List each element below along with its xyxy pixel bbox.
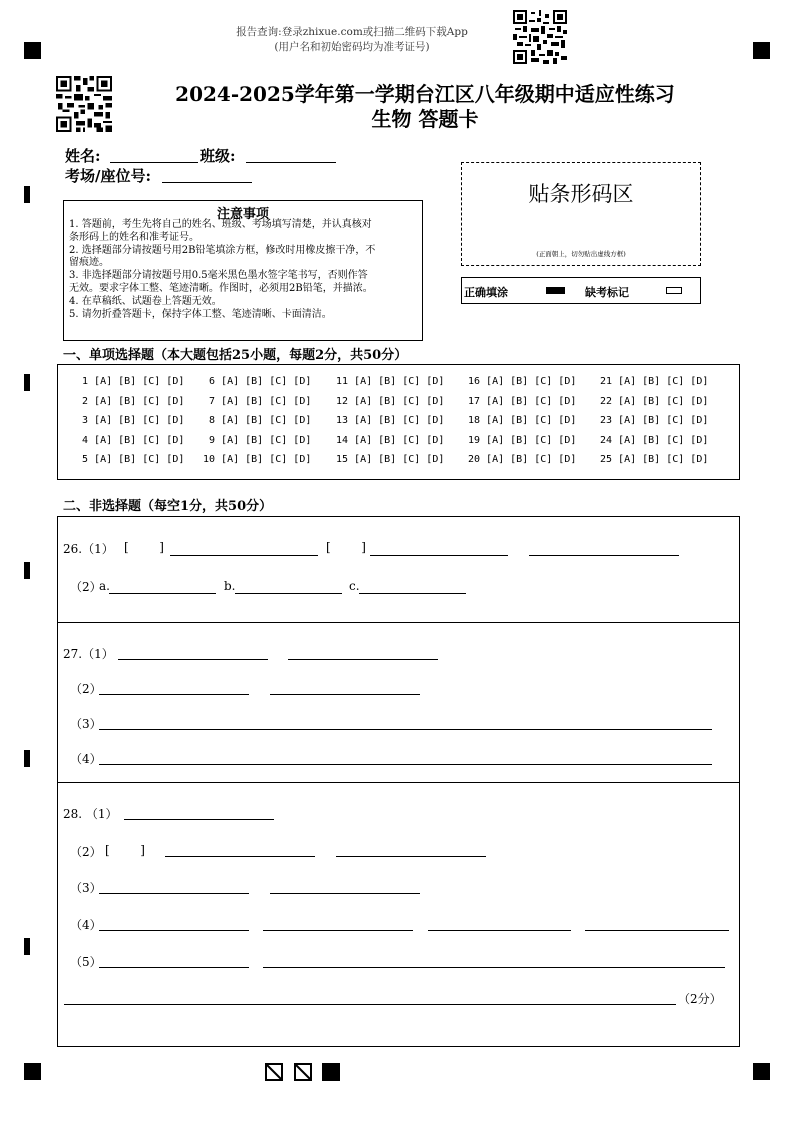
q27-part1-label: 27.（1） — [63, 647, 114, 661]
page-mark-slash-icon — [265, 1063, 283, 1085]
seat-label: 考场/座位号: — [65, 167, 152, 185]
choice-row[interactable]: 5 [A] [B] [C] [D] — [76, 454, 185, 465]
corner-mark-bottom-right — [753, 1063, 770, 1080]
answer-line[interactable] — [118, 659, 268, 660]
answer-line[interactable] — [529, 555, 679, 556]
answer-line[interactable] — [270, 893, 420, 894]
q28-part1-label: 28. （1） — [63, 807, 118, 821]
notice-line: 无效。要求字体工整、笔迹清晰。作图时，必须用2B铅笔，并描浓。 — [69, 282, 373, 294]
corner-mark-bottom-left — [24, 1063, 41, 1080]
choice-row[interactable]: 12 [A] [B] [C] [D] — [336, 395, 445, 407]
q26-a-label: a. — [99, 579, 110, 593]
answer-line[interactable] — [99, 729, 712, 730]
answer-line[interactable] — [370, 555, 508, 556]
q26-bracket[interactable]: [ ] — [124, 540, 164, 554]
answer-line[interactable] — [109, 593, 216, 594]
choice-row[interactable]: 10 [A] [B] [C] [D] — [203, 454, 312, 465]
choice-column — [336, 372, 444, 470]
exam-subject: 生物 答题卡 — [371, 107, 479, 131]
choice-row[interactable]: 24 [A] [B] [C] [D] — [600, 434, 709, 446]
answer-line[interactable] — [99, 967, 249, 968]
q28-score: （2分） — [678, 992, 722, 1006]
choice-row[interactable]: 22 [A] [B] [C] [D] — [600, 395, 709, 407]
choice-row[interactable]: 25 [A] [B] [C] [D] — [600, 454, 709, 465]
notice-line: 条形码上的姓名和准考证号。 — [69, 231, 199, 243]
login-note: (用户名和初始密码均为准考证号) — [274, 41, 430, 53]
q27-part2-label: （2） — [70, 682, 102, 696]
timing-mark — [24, 374, 30, 391]
answer-line[interactable] — [165, 856, 315, 857]
barcode-title: 贴条形码区 — [528, 182, 634, 206]
choice-row[interactable]: 20 [A] [B] [C] [D] — [468, 454, 577, 465]
choice-row[interactable]: 3 [A] [B] [C] [D] — [76, 415, 185, 426]
choice-row[interactable]: 18 [A] [B] [C] [D] — [468, 415, 577, 426]
answer-line[interactable] — [336, 856, 486, 857]
login-hint: 报告查询:登录zhixue.com或扫描二维码下载App — [236, 26, 468, 38]
notice-line: 留痕迹。 — [69, 257, 109, 269]
q28-part3-label: （3） — [70, 881, 102, 895]
choice-row[interactable]: 13 [A] [B] [C] [D] — [336, 415, 445, 426]
timing-mark — [24, 938, 30, 955]
q28-bracket[interactable]: [ ] — [105, 843, 145, 857]
choice-row[interactable]: 23 [A] [B] [C] [D] — [600, 415, 709, 426]
answer-line[interactable] — [99, 893, 249, 894]
choice-row[interactable]: 8 [A] [B] [C] [D] — [203, 415, 312, 426]
choice-row[interactable]: 11 [A] [B] [C] [D] — [336, 376, 445, 387]
app-qr-code[interactable] — [513, 10, 567, 64]
answer-line[interactable] — [170, 555, 318, 556]
choice-row[interactable]: 21 [A] [B] [C] [D] — [600, 376, 709, 387]
choice-row[interactable]: 15 [A] [B] [C] [D] — [336, 454, 445, 465]
barcode-area[interactable] — [461, 162, 701, 266]
name-field[interactable] — [110, 162, 198, 163]
q27-part4-label: （4） — [70, 752, 102, 766]
choice-column — [600, 372, 708, 470]
absent-mark-box[interactable] — [666, 287, 682, 294]
choice-row[interactable]: 14 [A] [B] [C] [D] — [336, 434, 445, 446]
page-mark-slash-icon — [294, 1063, 312, 1085]
choice-row[interactable]: 6 [A] [B] [C] [D] — [203, 376, 312, 387]
choice-row[interactable]: 2 [A] [B] [C] [D] — [76, 395, 185, 407]
notice-title: 注意事项 — [216, 207, 269, 222]
notice-box — [63, 200, 423, 341]
timing-mark — [24, 750, 30, 767]
answer-line[interactable] — [585, 930, 729, 931]
class-label: 班级: — [200, 147, 236, 165]
q26-bracket[interactable]: [ ] — [326, 540, 366, 554]
choice-row[interactable]: 17 [A] [B] [C] [D] — [468, 395, 577, 407]
q28-part4-label: （4） — [70, 918, 102, 932]
choice-row[interactable]: 9 [A] [B] [C] [D] — [203, 434, 312, 446]
class-field[interactable] — [246, 162, 336, 163]
notice-text — [69, 219, 375, 321]
notice-line: 3. 非选择题部分请按题号用0.5毫米黑色墨水签字笔书写，否则作答 — [69, 270, 368, 282]
notice-line: 2. 选择题部分请按题号用2B铅笔填涂方框，修改时用橡皮擦干净，不 — [69, 244, 376, 256]
answer-line[interactable] — [263, 967, 725, 968]
choice-column — [468, 372, 576, 470]
filled-sample-icon — [546, 287, 565, 294]
q26-part1-label: 26.（1） — [63, 542, 114, 556]
choice-row[interactable]: 4 [A] [B] [C] [D] — [76, 434, 185, 446]
q28-part5-label: （5） — [70, 955, 102, 969]
card-qr-code — [56, 76, 112, 132]
choice-row[interactable]: 19 [A] [B] [C] [D] — [468, 434, 577, 446]
answer-line[interactable] — [270, 694, 420, 695]
answer-line[interactable] — [235, 593, 342, 594]
question-26-box — [57, 516, 740, 623]
answer-line[interactable] — [359, 593, 466, 594]
name-label: 姓名: — [65, 147, 101, 165]
answer-line[interactable] — [428, 930, 571, 931]
section1-title: 一、单项选择题（本大题包括25小题，每题2分，共50分） — [63, 348, 408, 363]
q26-c-label: c. — [349, 579, 360, 593]
seat-field[interactable] — [162, 182, 252, 183]
choice-row[interactable]: 16 [A] [B] [C] [D] — [468, 376, 577, 387]
answer-line[interactable] — [64, 1004, 676, 1005]
page-mark-filled-icon — [322, 1063, 340, 1081]
answer-line[interactable] — [263, 930, 413, 931]
notice-line: 1. 答题前，考生先将自己的姓名、班级、考场填写清楚，并认真核对 — [69, 219, 372, 230]
answer-line[interactable] — [99, 764, 712, 765]
choice-column — [76, 372, 184, 470]
question-28-box — [57, 782, 740, 1047]
choice-column — [203, 372, 311, 470]
choice-row[interactable]: 7 [A] [B] [C] [D] — [203, 395, 312, 407]
answer-line[interactable] — [124, 819, 274, 820]
section2-title: 二、非选择题（每空1分，共50分） — [63, 499, 273, 514]
q26-part2-label: （2） — [70, 580, 102, 594]
fill-legend — [461, 277, 701, 304]
question-27-box — [57, 622, 740, 783]
answer-line[interactable] — [99, 930, 249, 931]
choice-row[interactable]: 1 [A] [B] [C] [D] — [76, 376, 185, 387]
notice-line: 5. 请勿折叠答题卡，保持字体工整、笔迹清晰、卡面清洁。 — [69, 308, 332, 320]
notice-line: 4. 在草稿纸、试题卷上答题无效。 — [69, 295, 222, 307]
answer-line[interactable] — [99, 694, 249, 695]
filled-label: 正确填涂 — [464, 286, 508, 299]
absent-label: 缺考标记 — [585, 286, 629, 299]
timing-mark — [24, 186, 30, 203]
exam-title: 2024-2025学年第一学期台江区八年级期中适应性练习 — [175, 82, 675, 106]
barcode-note: (正面朝上，切勿贴出虚线方框) — [536, 250, 626, 258]
q27-part3-label: （3） — [70, 717, 102, 731]
answer-line[interactable] — [288, 659, 438, 660]
q26-b-label: b. — [224, 579, 236, 593]
timing-mark — [24, 562, 30, 579]
q28-part2-label: （2） — [70, 845, 102, 859]
